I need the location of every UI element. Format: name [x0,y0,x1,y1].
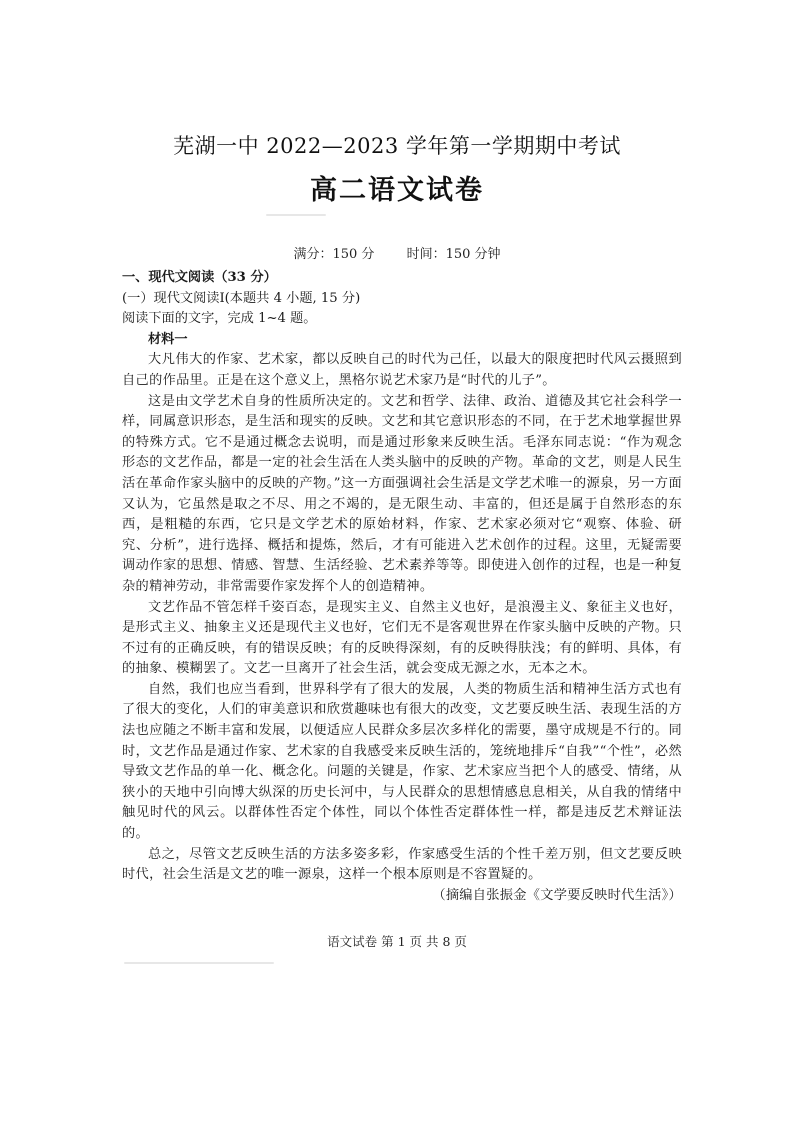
paragraph: 文艺作品不管怎样千姿百态，是现实主义、自然主义也好，是浪漫主义、象征主义也好，是形式主义、抽象主义还是现代主义也好，它们无不是客观世界在作家头脑中反映的产物。只不过有的正确反映，有的错误反映；有的反映得深刻，有的反映得肤浅；有的鲜明、具体，有的抽象、模糊罢了。文艺一旦离开了社会生活，就会变成无源之水，无本之木。 [122,599,682,677]
page-footer: 语文试卷 第 1 页 共 8 页 [327,934,467,949]
full-score: 满分：150 分 [293,247,375,262]
material-label: 材料一 [148,331,188,347]
scan-mark [266,214,326,216]
sub-section-heading: (一）现代文阅读Ⅰ(本题共 4 小题, 15 分) [122,290,361,306]
source-citation: （摘编自张振金《文学要反映时代生活》） [432,887,682,903]
scan-mark [124,962,274,964]
exam-meta [0,243,794,262]
exam-time: 时间：150 分钟 [406,247,501,262]
paragraph: 这是由文学艺术自身的性质所决定的。文艺和哲学、法律、政治、道德及其它社会科学一样，同属意识形态，是生活和现实的反映。文艺和其它意识形态的不同，在于艺术地掌握世界的特殊方式。它不是通过概念去说明，而是通过形象来反映生活。毛泽东同志说：“作为观念形态的文艺作品，都是一定的社会生活在人类头脑中的反映的产物。革命的文艺，则是人民生活在革命作家头脑中的反映的产物。”这一方面强调社会生活是文学艺术唯一的源泉，另一方面又认为，它虽然是取之不尽、用之不竭的，是无限生动、丰富的，但还是属于自然形态的东西，是粗糙的东西，它只是文学艺术的原始材料，作家、艺术家必须对它“观察、体验、研究、分析”，进行选择、概括和提炼，然后，才有可能进入艺术创作的过程。这里，无疑需要调动作家的思想、情感、智慧、生活经验、艺术素养等等。即使进入创作的过程，也是一种复杂的精神劳动，非常需要作家发挥个人的创造精神。 [122,393,682,594]
exam-subtitle: 高二语文试卷 [310,175,484,206]
paragraph: 大凡伟大的作家、艺术家，都以反映自己的时代为己任，以最大的限度把时代风云摄照到自己的作品里。正是在这个意义上，黑格尔说艺术家乃是“时代的儿子”。 [122,352,682,388]
exam-title: 芜湖一中 2022—2023 学年第一学期期中考试 [173,134,621,158]
paragraph: 自然，我们也应当看到，世界科学有了很大的发展，人类的物质生活和精神生活方式也有了很大的变化，人们的审美意识和欣赏趣味也有很大的改变，文艺要反映生活、表现生活的方法也应随之不断丰富和发展，以便适应人民群众多层次多样化的需要，墨守成规是不行的。同时，文艺作品是通过作家、艺术家的自我感受来反映生活的，笼统地排斥“自我”“个性”，必然导致文艺作品的单一化、概念化。问题的关键是，作家、艺术家应当把个人的感受、情绪，从狭小的天地中引向博大纵深的历史长河中，与人民群众的思想情感息息相关，从自我的情绪中触见时代的风云。以群体性否定个体性，同以个体性否定群体性一样，都是违反艺术辩证法的。 [122,681,682,842]
paragraph: 总之，尽管文艺反映生活的方法多姿多彩，作家感受生活的个性千差万别，但文艺要反映时代，社会生活是文艺的唯一源泉，这样一个根本原则是不容置疑的。 [122,846,682,883]
reading-section [122,268,682,906]
instruction: 阅读下面的文字，完成 1~4 题。 [122,311,317,327]
section-heading: 一、现代文阅读（33 分） [122,270,277,285]
